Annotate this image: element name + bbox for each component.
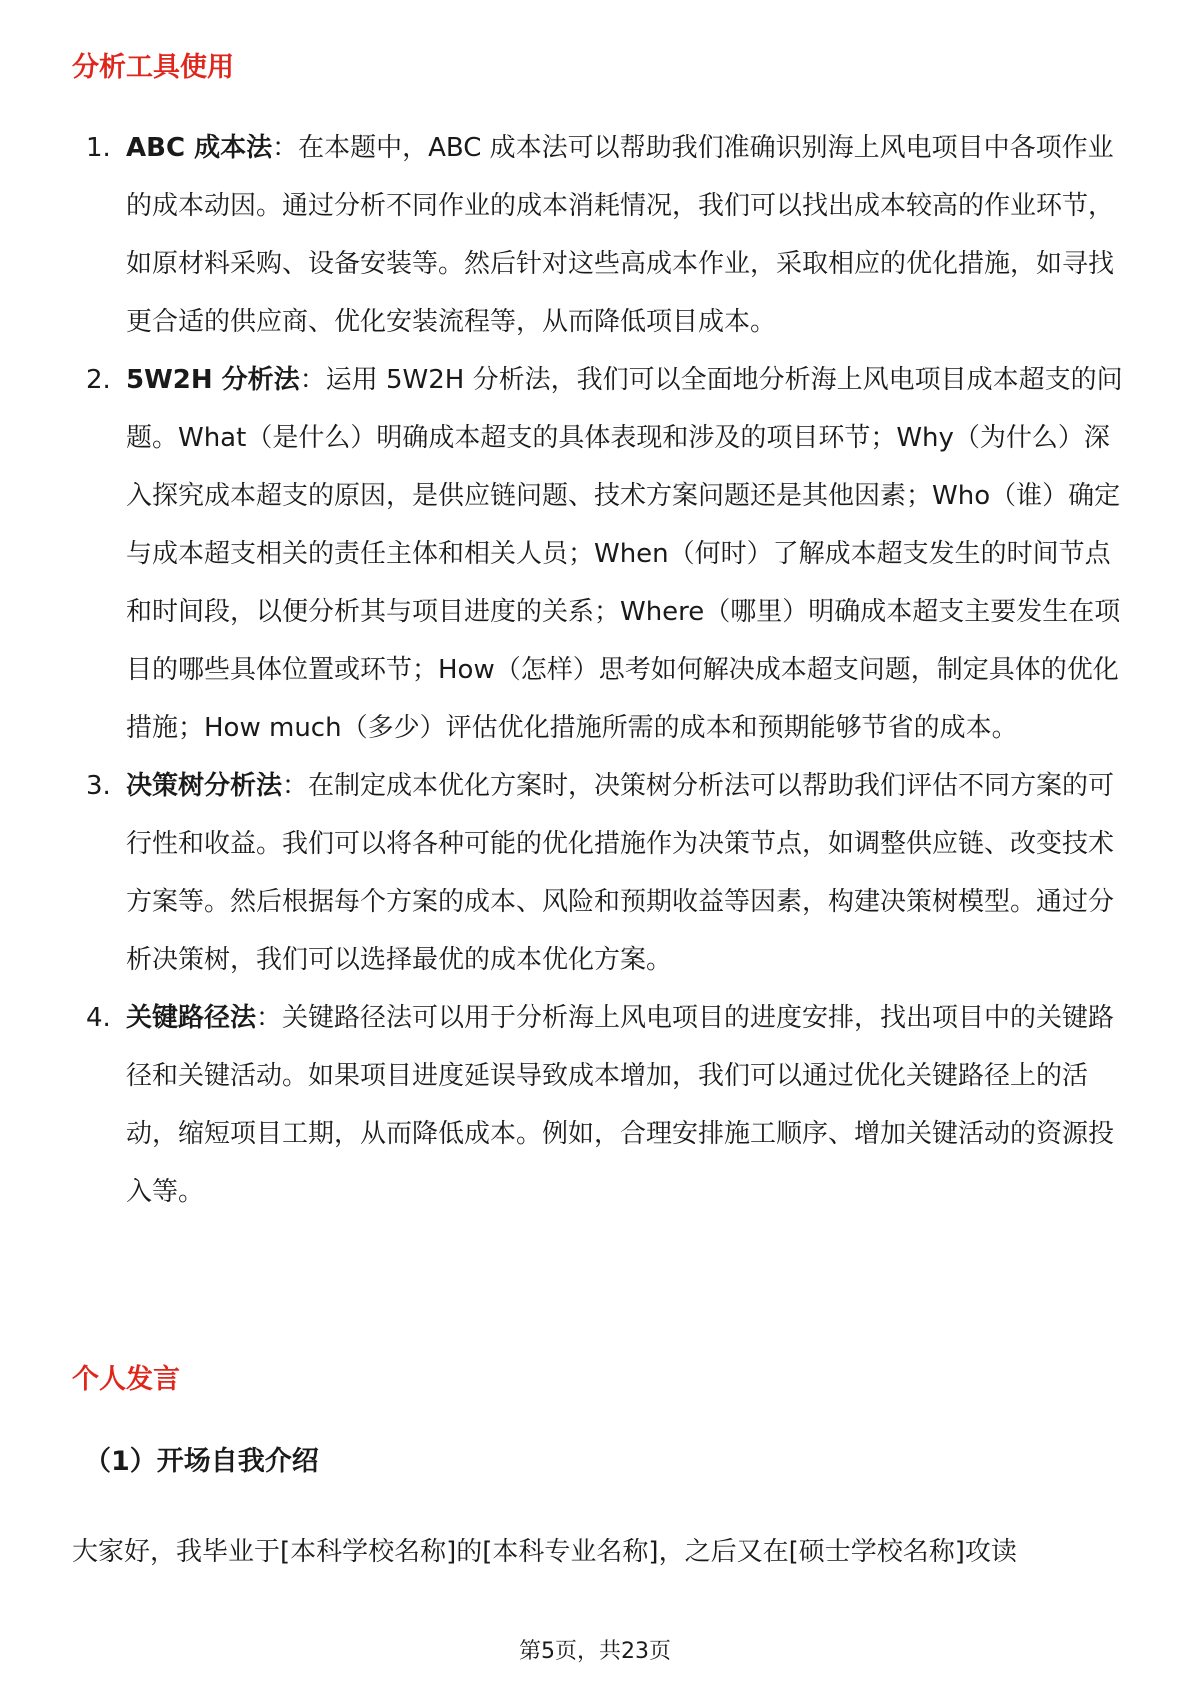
method-name: 5W2H 分析法 xyxy=(126,365,300,395)
method-text: 关键路径法可以用于分析海上风电项目的进度安排，找出项目中的关键路径和关键活动。如果项目进度延误导致成本增加，我们可以通过优化关键路径上的活动，缩短项目工期，从而降低成本。例如，合理安排施工顺序、增加关键活动的资源投入等。 xyxy=(126,1003,1115,1207)
separator: ： xyxy=(299,365,326,395)
separator: ： xyxy=(272,133,299,163)
separator: ： xyxy=(282,771,309,801)
method-text: 在本题中，ABC 成本法可以帮助我们准确识别海上风电项目中各项作业的成本动因。通过分析不同作业的成本消耗情况，我们可以找出成本较高的作业环节，如原材料采购、设备安装等。然后针对这些高成本作业，采取相应的优化措施，如寻找更合适的供应商、优化安装流程等，从而降低项目成本。 xyxy=(126,133,1115,337)
method-list xyxy=(72,119,1132,1221)
method-name: 关键路径法 xyxy=(126,1003,257,1033)
method-item-critical-path xyxy=(72,989,1132,1221)
method-text: 运用 5W2H 分析法，我们可以全面地分析海上风电项目成本超支的问题。What（是什么）明确成本超支的具体表现和涉及的项目环节；Why（为什么）深入探究成本超支的原因，是供应链问题、技术方案问题还是其他因素；Who（谁）确定与成本超支相关的责任主体和相关人员；When（何时）了解成本超支发生的时间节点和时间段，以便分析其与项目进度的关系；Where（哪里）明确成本超支主要发生在项目的哪些具体位置或环节；How（怎样）思考如何解决成本超支问题，制定具体的优化措施；How much（多少）评估优化措施所需的成本和预期能够节省的成本。 xyxy=(126,365,1123,743)
section-title-personal-speech: 个人发言 xyxy=(72,1364,180,1395)
method-item-abc xyxy=(72,119,1132,351)
method-item-5w2h xyxy=(72,351,1132,757)
list-number: 4. xyxy=(86,1003,111,1033)
list-number: 3. xyxy=(86,771,111,801)
section-title-analysis-tools: 分析工具使用 xyxy=(72,52,234,83)
method-text: 在制定成本优化方案时，决策树分析法可以帮助我们评估不同方案的可行性和收益。我们可以将各种可能的优化措施作为决策节点，如调整供应链、改变技术方案等。然后根据每个方案的成本、风险和预期收益等因素，构建决策树模型。通过分析决策树，我们可以选择最优的成本优化方案。 xyxy=(126,771,1115,975)
method-item-decision-tree xyxy=(72,757,1132,989)
page-number-footer: 第5页，共23页 xyxy=(519,1639,671,1664)
subheading-self-intro: （1）开场自我介绍 xyxy=(84,1446,319,1477)
method-name: ABC 成本法 xyxy=(126,133,273,163)
list-number: 1. xyxy=(86,133,111,163)
list-number: 2. xyxy=(86,365,111,395)
intro-paragraph: 大家好，我毕业于[本科学校名称]的[本科专业名称]，之后又在[硕士学校名称]攻读 xyxy=(72,1537,1017,1567)
separator: ： xyxy=(256,1003,283,1033)
method-name: 决策树分析法 xyxy=(126,771,283,801)
